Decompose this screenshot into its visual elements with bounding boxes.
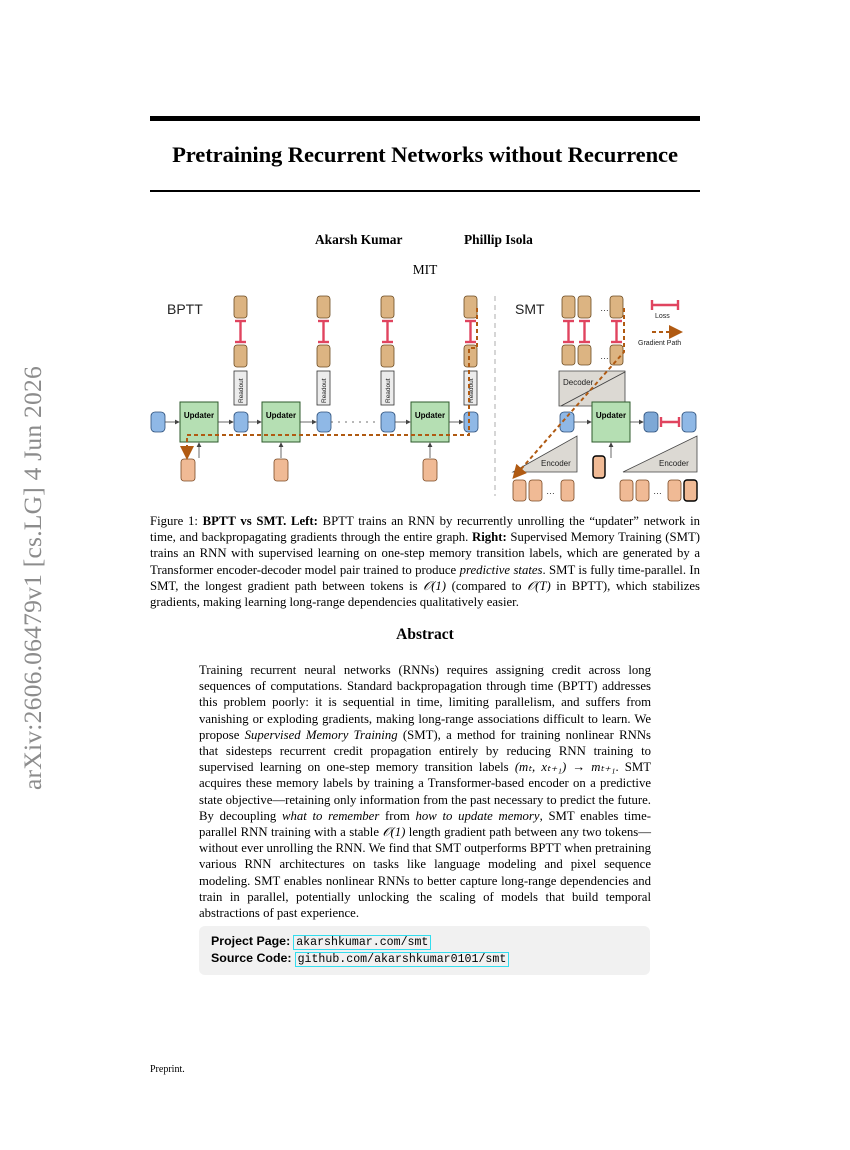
smt-left-x0 xyxy=(513,480,526,501)
decoder-label: Decoder xyxy=(563,378,594,387)
bptt-prediction-row xyxy=(234,345,477,367)
abstract-i3: how to update memory xyxy=(415,808,540,823)
abstract-m2: 𝒪(1) xyxy=(382,825,406,840)
updater-0 xyxy=(180,402,218,442)
updater-label-1: Updater xyxy=(265,411,297,420)
smt-pred-ellipsis: … xyxy=(600,351,609,361)
target-y-t1 xyxy=(381,296,394,318)
pred-y1 xyxy=(317,345,330,367)
smt-right-x0 xyxy=(620,480,633,501)
smt-updater-label: Updater xyxy=(595,411,627,420)
caption-math-2: 𝒪(T) xyxy=(527,578,551,593)
caption-text-3: . SMT is fully time-parallel. In SMT, the longest gradient path between tokens is xyxy=(150,562,701,593)
smt-left-ellipsis: … xyxy=(546,486,555,496)
memory-m-t1 xyxy=(381,412,395,432)
arxiv-stamp: arXiv:2606.06479v1 [cs.LG] 4 Jun 2026 xyxy=(18,366,47,790)
smt-memory-loss xyxy=(661,417,679,427)
updater-2 xyxy=(411,402,449,442)
caption-text-5: in BPTT), which stabilizes gradients, making learning long-range dependencies qualitatively easier. xyxy=(150,578,701,610)
bptt-losses xyxy=(235,321,476,342)
source-code-row xyxy=(211,951,509,966)
abstract-p2: (SMT), a method for training nonlinear RNNs that sidesteps recurrent credit propagation entirely by reducing RNN training to supervised learning on one-step memory transition labels xyxy=(199,727,651,775)
smt-input-next xyxy=(593,456,605,478)
title-bottom-rule xyxy=(150,190,700,192)
caption-italic-1: predictive states xyxy=(459,562,543,577)
updater-label-0: Updater xyxy=(183,411,215,420)
smt-target-1 xyxy=(562,296,575,318)
abstract-p6: length gradient path between any two tokens—without ever unrolling the RNN. We find that SMT outperforms BPTT when pretraining various RNN architectures on tasks like language modeling and pixel sequence modeling. SMT enables nonlinear RNNs to better capture long-range dependencies and train in parallel, potentially unlocking the scaling of models that build temporal abstractions of past experience. xyxy=(199,825,651,921)
caption-prefix: Figure 1: xyxy=(150,514,203,528)
caption-bold-1: BPTT vs SMT. Left: xyxy=(202,514,318,528)
smt-prediction-row xyxy=(562,345,623,365)
abstract-body xyxy=(199,662,651,921)
smt-right-xt1 xyxy=(684,480,697,501)
abstract-i2: what to remember xyxy=(281,808,380,823)
smt-left-xt xyxy=(561,480,574,501)
smt-input-row-left xyxy=(513,480,574,501)
readout-label-0: Readout xyxy=(238,378,245,403)
smt-memory-label xyxy=(682,412,696,432)
smt-losses xyxy=(563,321,622,342)
legend-loss-label: Loss xyxy=(655,313,670,320)
source-code-label: Source Code: xyxy=(211,951,292,965)
memory-m1 xyxy=(317,412,331,432)
smt-right-x1 xyxy=(636,480,649,501)
smt-pred-1 xyxy=(562,345,575,365)
updater-label-2: Updater xyxy=(414,411,446,420)
top-rule xyxy=(150,116,700,121)
smt-target-row xyxy=(562,296,623,318)
abstract-p1: Training recurrent neural networks (RNNs) requires assigning credit across long sequences of computations. Standard backpropagation through time (BPTT) addresses this problem poorly: it is sequential in time, limiting parallelism, and suffers from vanishing or exploding gradients, making long-range associations difficult to learn. We propose xyxy=(199,663,651,742)
project-page-link[interactable]: akarshkumar.com/smt xyxy=(293,935,431,950)
smt-target-ellipsis: … xyxy=(600,303,609,313)
smt-right-ellipsis: … xyxy=(653,486,662,496)
input-x1 xyxy=(274,459,288,481)
project-page-label: Project Page: xyxy=(211,934,291,948)
pred-yT xyxy=(464,345,477,367)
input-xT xyxy=(423,459,437,481)
links-box xyxy=(199,926,650,975)
caption-math-1: 𝒪(1) xyxy=(423,578,447,593)
smt-input-row-right xyxy=(620,480,697,501)
project-page-row xyxy=(211,934,431,949)
figure-legend xyxy=(638,300,681,347)
encoder-left-label: Encoder xyxy=(541,459,571,468)
abstract-p3: . SMT acquires these memory labels by training a Transformer-based encoder on a predictive state objective—retaining only information from the past necessary to predict the future. By decoupling xyxy=(199,760,652,823)
figure-caption xyxy=(150,513,700,610)
author-2: Phillip Isola xyxy=(464,232,533,247)
smt-label: SMT xyxy=(515,301,545,317)
paper-title: Pretraining Recurrent Networks without Recurrence xyxy=(172,142,678,167)
caption-text-1: BPTT trains an RNN by recurrently unrolling the “updater” network in time, and backpropagating gradients through the entire graph. xyxy=(150,514,700,545)
abstract-p5: , SMT enables time-parallel RNN training with a stable xyxy=(199,808,651,840)
abstract-i1: Supervised Memory Training xyxy=(244,727,398,742)
readout-label-3: Readout xyxy=(468,378,475,403)
encoder-right-label: Encoder xyxy=(659,459,689,468)
bptt-readouts xyxy=(234,371,477,405)
smt-target-2 xyxy=(578,296,591,318)
figure-1 xyxy=(147,288,703,506)
abstract-p4: from xyxy=(379,808,416,823)
target-y0 xyxy=(234,296,247,318)
target-yT xyxy=(464,296,477,318)
pred-y-t1 xyxy=(381,345,394,367)
caption-text-4: (compared to xyxy=(446,578,528,593)
readout-label-2: Readout xyxy=(385,378,392,403)
smt-target-3 xyxy=(610,296,623,318)
source-code-link[interactable]: github.com/akarshkumar0101/smt xyxy=(295,952,510,967)
affiliation: MIT xyxy=(412,262,438,277)
smt-left-x1 xyxy=(529,480,542,501)
abstract-heading: Abstract xyxy=(396,626,454,643)
smt-pred-2 xyxy=(578,345,591,365)
smt-memory-pred xyxy=(644,412,658,432)
smt-right-xt xyxy=(668,480,681,501)
memory-mT xyxy=(464,412,478,432)
input-x0 xyxy=(181,459,195,481)
bptt-inputs xyxy=(181,459,437,481)
memory-m0b xyxy=(234,412,248,432)
smt-updater xyxy=(592,402,630,442)
readout-label-1: Readout xyxy=(321,378,328,403)
smt-memory-mt xyxy=(560,412,574,432)
caption-text-2: Supervised Memory Training (SMT) trains an RNN with supervised learning on one-step memory transition labels, which are generated by a Transformer encoder-decoder model pair trained to produce xyxy=(150,530,700,577)
bptt-target-row xyxy=(234,296,477,318)
target-y1 xyxy=(317,296,330,318)
abstract-m1: (mₜ, xₜ₊₁) → mₜ₊₁ xyxy=(514,760,616,775)
pred-y0 xyxy=(234,345,247,367)
memory-m0 xyxy=(151,412,165,432)
caption-bold-2: Right: xyxy=(472,530,507,545)
legend-gradient-label: Gradient Path xyxy=(638,340,682,347)
bptt-label: BPTT xyxy=(167,301,203,317)
footer-preprint: Preprint. xyxy=(150,1064,185,1075)
author-1: Akarsh Kumar xyxy=(315,232,403,247)
